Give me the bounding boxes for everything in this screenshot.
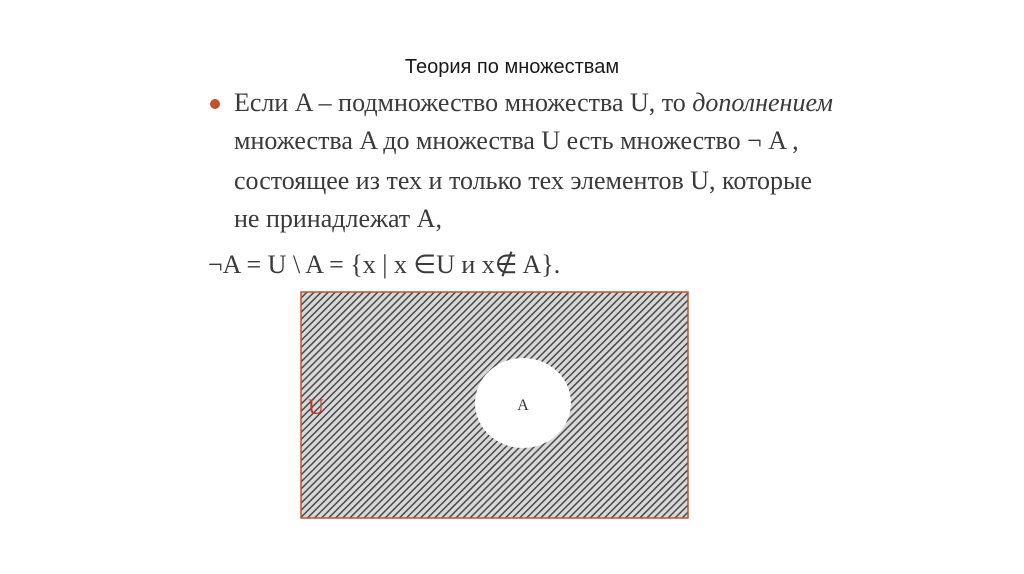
definition-term: дополнением	[692, 88, 833, 117]
universe-label: U	[308, 394, 324, 419]
definition-line-2: множества A до множества U есть множество ¬ A ,	[234, 126, 799, 155]
set-a-label: A	[517, 397, 529, 414]
complement-formula: ¬A = U \ A = {x | x ∈U и x∉ A}.	[208, 250, 561, 279]
bullet-icon	[210, 99, 220, 109]
venn-diagram	[300, 291, 689, 519]
definition-line-1-text: Если A – подмножество множества U, то	[234, 88, 693, 117]
definition-line-1	[234, 88, 833, 118]
slide-title: Теория по множествам	[404, 56, 620, 78]
definition-line-4: не принадлежат A,	[234, 204, 442, 233]
definition-line-3: состоящее из тех и только тех элементов U, которые	[234, 166, 813, 195]
